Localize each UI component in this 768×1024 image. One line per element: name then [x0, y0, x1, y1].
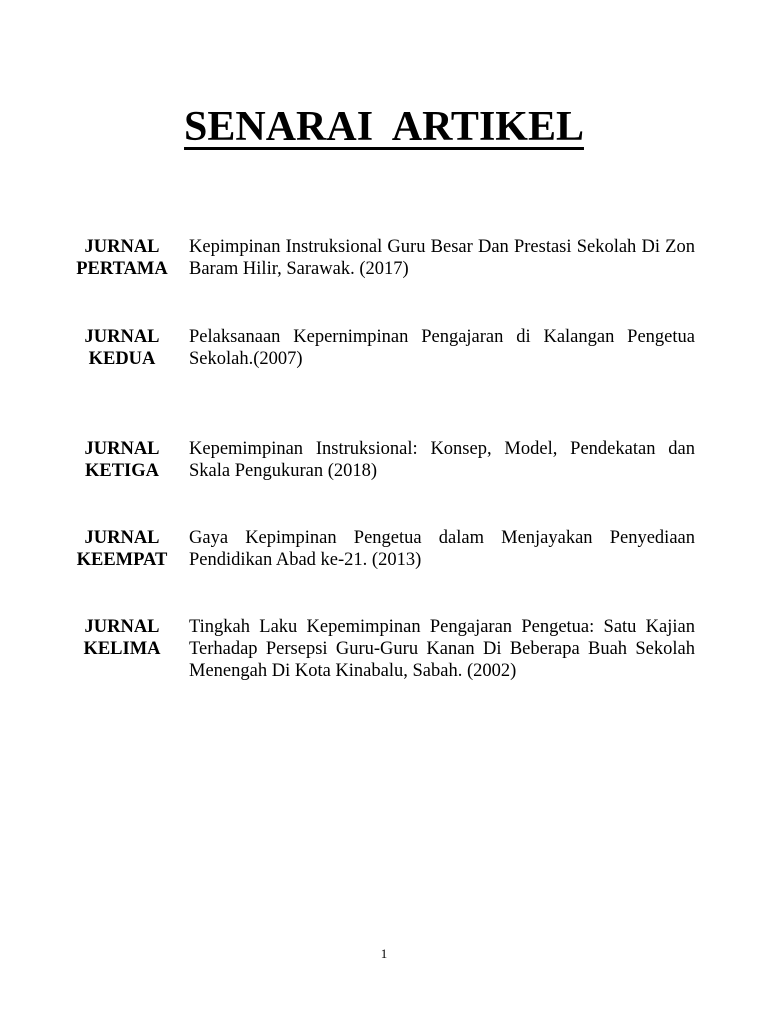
entry-label: JURNAL KELIMA [83, 617, 161, 659]
entry-title: Tingkah Laku Kepemimpinan Pengajaran Pengetua: Satu Kajian Terhadap Persepsi Guru-Guru Kanan Di Beberapa Buah Sekolah Menengah Di Kota Kinabalu, Sabah. (2002) [189, 617, 695, 681]
entry-title: Kepimpinan Instruksional Guru Besar Dan Prestasi Sekolah Di Zon Baram Hilir, Sarawak. (2017) [189, 237, 695, 279]
page-number: 1 [380, 946, 388, 961]
entry-title: Pelaksanaan Kepernimpinan Pengajaran di Kalangan Pengetua Sekolah.(2007) [189, 327, 695, 369]
entry-label: JURNAL KETIGA [84, 439, 160, 481]
entry-title: Gaya Kepimpinan Pengetua dalam Menjayakan Penyediaan Pendidikan Abad ke-21. (2013) [189, 528, 695, 570]
entry-label: JURNAL KEDUA [84, 327, 160, 369]
entry-title: Kepemimpinan Instruksional: Konsep, Model, Pendekatan dan Skala Pengukuran (2018) [189, 439, 695, 481]
entry-label: JURNAL PERTAMA [76, 237, 168, 279]
entry-label: JURNAL KEEMPAT [76, 528, 168, 570]
page-title: SENARAI ARTIKEL [184, 104, 584, 150]
